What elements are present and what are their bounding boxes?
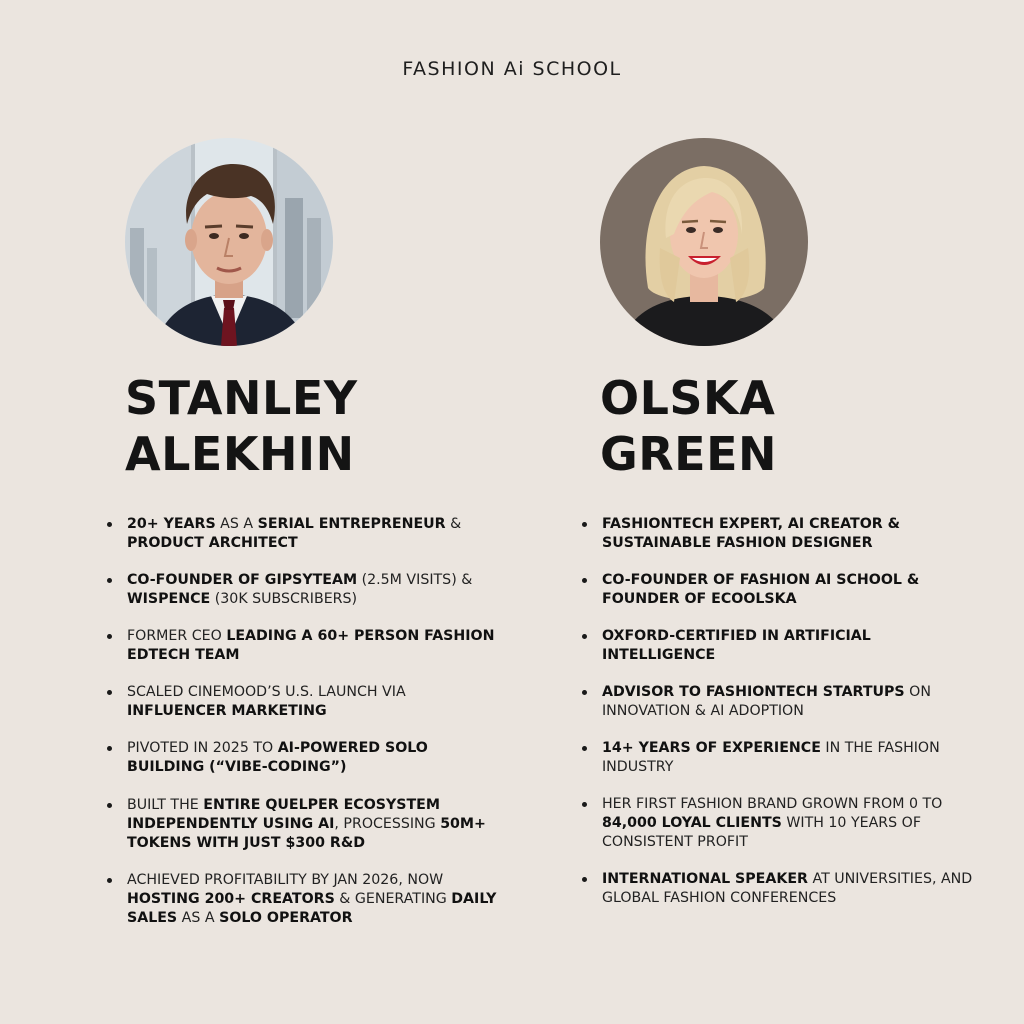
fact-item — [580, 795, 980, 852]
last-name: GREEN — [600, 427, 778, 481]
fact-text: & GENERATING — [334, 891, 452, 907]
fact-highlight: 84,000 LOYAL CLIENTS — [602, 815, 782, 831]
woman-portrait-photo-icon — [600, 138, 808, 346]
fact-item — [580, 515, 980, 553]
fact-highlight: SERIAL ENTREPRENEUR — [257, 516, 446, 532]
fact-item — [105, 871, 505, 928]
fact-text: IN THE FASHION INDUSTRY — [602, 740, 940, 775]
fact-text: AT UNIVERSITIES, AND GLOBAL FASHION CONFERENCES — [602, 871, 973, 906]
fact-list — [580, 515, 980, 926]
fact-highlight: 14+ YEARS OF EXPERIENCE — [602, 740, 821, 756]
fact-highlight: 20+ YEARS — [127, 516, 216, 532]
fact-highlight: PRODUCT ARCHITECT — [127, 535, 298, 551]
fact-text: & — [445, 516, 462, 532]
fact-highlight: WISPENCE — [127, 591, 211, 607]
fact-highlight: FASHIONTECH EXPERT, AI CREATOR & SUSTAINABLE FASHION DESIGNER — [602, 516, 901, 551]
fact-item — [580, 571, 980, 609]
last-name: ALEKHIN — [125, 427, 355, 481]
fact-highlight: ENTIRE QUELPER ECOSYSTEM INDEPENDENTLY USING AI — [127, 797, 440, 832]
fact-highlight: AI-POWERED SOLO BUILDING (“VIBE-CODING”) — [127, 740, 428, 775]
fact-highlight: SOLO OPERATOR — [219, 910, 353, 926]
fact-highlight: OXFORD-CERTIFIED IN ARTIFICIAL INTELLIGENCE — [602, 628, 871, 663]
fact-highlight: CO-FOUNDER OF FASHION AI SCHOOL & FOUNDER OF ECOOLSKA — [602, 572, 920, 607]
fact-item — [105, 571, 505, 609]
fact-item — [580, 627, 980, 665]
avatar — [125, 138, 333, 346]
fact-text: FORMER CEO — [127, 628, 227, 644]
fact-text: PIVOTED IN 2025 TO — [127, 740, 278, 756]
fact-highlight: DAILY SALES — [127, 891, 497, 926]
fact-text: ACHIEVED PROFITABILITY BY JAN 2026, NOW — [127, 872, 444, 888]
fact-item — [105, 796, 505, 853]
first-name: STANLEY — [125, 371, 358, 425]
fact-highlight: HOSTING 200+ CREATORS — [127, 891, 335, 907]
speaker-name — [600, 370, 777, 482]
fact-item — [105, 683, 505, 721]
fact-highlight: INFLUENCER MARKETING — [127, 703, 327, 719]
man-portrait-photo-icon — [125, 138, 333, 346]
speaker-name — [125, 370, 358, 482]
fact-text: WITH 10 YEARS OF CONSISTENT PROFIT — [602, 815, 922, 850]
fact-text: HER FIRST FASHION BRAND GROWN FROM 0 TO — [602, 796, 943, 812]
brand-title: FASHION Ai SCHOOL — [402, 58, 622, 80]
fact-highlight: LEADING A 60+ PERSON FASHION EDTECH TEAM — [127, 628, 495, 663]
fact-item — [105, 739, 505, 777]
fact-item — [580, 683, 980, 721]
fact-text: ON INNOVATION & AI ADOPTION — [602, 684, 931, 719]
fact-highlight: INTERNATIONAL SPEAKER — [602, 871, 808, 887]
fact-text: BUILT THE — [127, 797, 204, 813]
fact-text: (2.5M VISITS) & — [357, 572, 473, 588]
fact-highlight: ADVISOR TO FASHIONTECH STARTUPS — [602, 684, 905, 700]
fact-item — [580, 739, 980, 777]
fact-item — [105, 627, 505, 665]
fact-list — [105, 515, 505, 946]
fact-text: SCALED CINEMOOD’S U.S. LAUNCH VIA — [127, 684, 406, 700]
fact-highlight: CO-FOUNDER OF GIPSYTEAM — [127, 572, 358, 588]
fact-highlight: 50M+ TOKENS WITH JUST $300 R&D — [127, 816, 486, 851]
avatar — [600, 138, 808, 346]
fact-text: , PROCESSING — [334, 816, 441, 832]
fact-item — [105, 515, 505, 553]
fact-item — [580, 870, 980, 908]
fact-text: AS A — [215, 516, 258, 532]
fact-text: AS A — [177, 910, 220, 926]
first-name: OLSKA — [600, 371, 776, 425]
fact-text: (30K SUBSCRIBERS) — [210, 591, 358, 607]
